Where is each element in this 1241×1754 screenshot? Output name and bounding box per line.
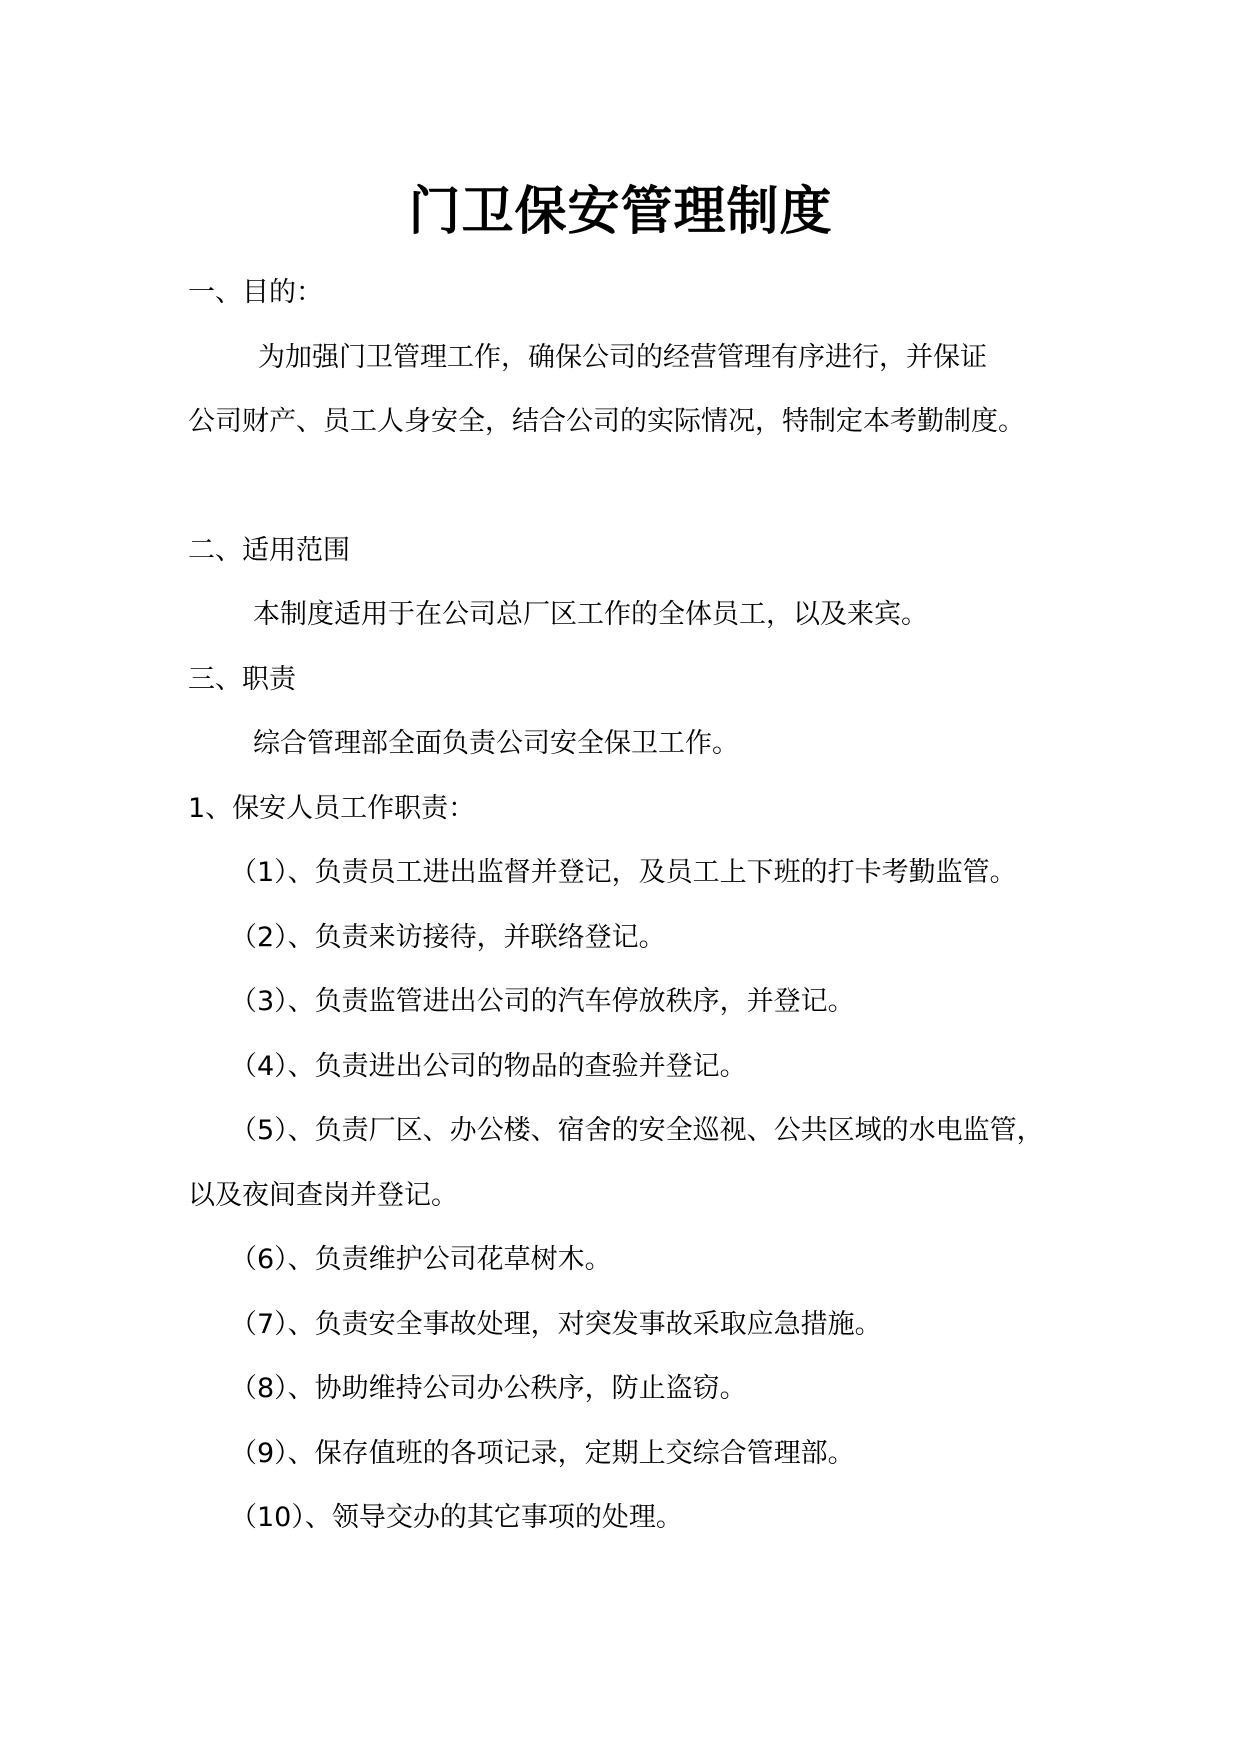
purpose-text-line-1: 为加强门卫管理工作，确保公司的经营管理有序进行，并保证 <box>258 342 987 373</box>
section-heading-scope: 二、适用范围 <box>188 535 350 566</box>
duty-item: （10）、领导交办的其它事项的处理。 <box>230 1502 683 1533</box>
duty-item: （3）、负责监管进出公司的汽车停放秩序，并登记。 <box>230 986 855 1017</box>
duty-item: （6）、负责维护公司花草树木。 <box>230 1244 612 1275</box>
purpose-text-line-2: 公司财产、员工人身安全，结合公司的实际情况，特制定本考勤制度。 <box>188 406 1025 437</box>
duty-item: （2）、负责来访接待，并联络登记。 <box>230 922 666 953</box>
scope-text: 本制度适用于在公司总厂区工作的全体员工，以及来宾。 <box>253 599 928 630</box>
duties-sub-heading: 1、保安人员工作职责： <box>188 793 476 824</box>
section-heading-purpose: 一、目的： <box>188 277 323 308</box>
duty-item: （5）、负责厂区、办公楼、宿舍的安全巡视、公共区域的水电监管， <box>230 1115 1044 1146</box>
duties-text: 综合管理部全面负责公司安全保卫工作。 <box>253 728 739 759</box>
section-heading-duties: 三、职责 <box>188 664 296 695</box>
duty-item: （4）、负责进出公司的物品的查验并登记。 <box>230 1051 747 1082</box>
document-title: 门卫保安管理制度 <box>408 182 833 242</box>
duty-item: （7）、负责安全事故处理，对突发事故采取应急措施。 <box>230 1309 882 1340</box>
duty-item: （1）、负责员工进出监督并登记，及员工上下班的打卡考勤监管。 <box>230 857 1017 888</box>
duty-item: （9）、保存值班的各项记录，定期上交综合管理部。 <box>230 1438 855 1469</box>
duty-item: （8）、协助维持公司办公秩序，防止盗窃。 <box>230 1373 747 1404</box>
duty-item-continuation: 以及夜间查岗并登记。 <box>188 1180 458 1211</box>
